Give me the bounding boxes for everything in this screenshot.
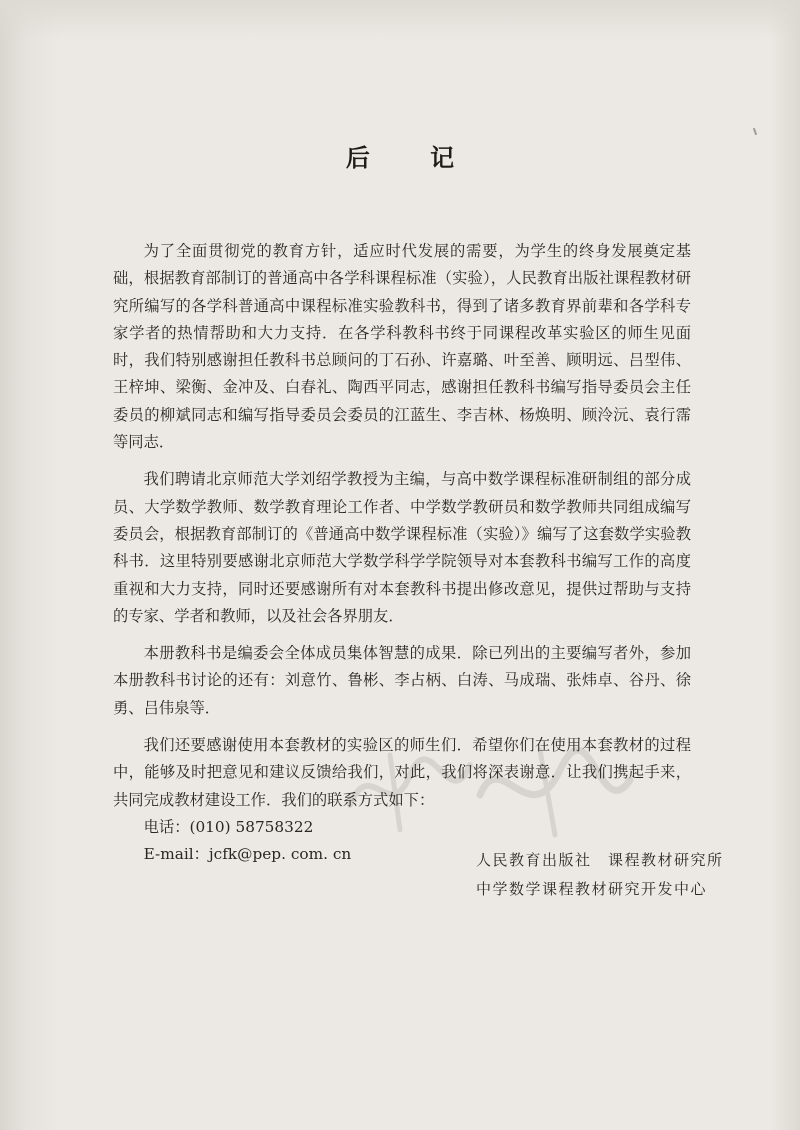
publisher-signature [476,846,724,904]
contact-phone: 电话：(010) 58758322 [143,817,314,836]
page-title: 后 记 [345,143,481,172]
page-edge-shadow-top [0,0,800,40]
paragraph-feedback: 我们还要感谢使用本套教材的实验区的师生们．希望你们在使用本套教材的过程中，能够及时把意见和建议反馈给我们，对此，我们将深表谢意．让我们携起手来，共同完成教材建设工作．我们的联系方式如下： [113,736,691,809]
paragraph-contributors: 本册教科书是编委会全体成员集体智慧的成果．除已列出的主要编写者外，参加本册教科书讨论的还有：刘意竹、鲁彬、李占柄、白涛、马成瑞、张炜卓、谷丹、徐勇、吕伟泉等． [113,644,691,717]
paragraph-acknowledgements: 为了全面贯彻党的教育方针，适应时代发展的需要，为学生的终身发展奠定基础，根据教育部制订的普通高中各学科课程标准（实验），人民教育出版社课程教材研究所编写的各学科普通高中课程标准实验教科书，得到了诸多教育界前辈和各学科专家学者的热情帮助和大力支持．在各学科教科书终于同课程改革实验区的师生见面时，我们特别感谢担任教科书总顾问的丁石孙、许嘉璐、叶至善、顾明远、吕型伟、王梓坤、梁衡、金冲及、白春礼、陶西平同志，感谢担任教科书编写指导委员会主任委员的柳斌同志和编写指导委员会委员的江蓝生、李吉林、杨焕明、顾泠沅、袁行霈等同志． [113,242,691,452]
afterword-body [113,238,691,869]
signature-line-publisher: 人民教育出版社 课程教材研究所 [476,851,724,869]
signature-line-center: 中学数学课程教材研究开发中心 [476,880,708,898]
contact-email: E-mail：jcfk@pep. com. cn [143,845,352,864]
scan-speck [753,128,757,135]
paragraph-editors: 我们聘请北京师范大学刘绍学教授为主编，与高中数学课程标准研制组的部分成员、大学数学教师、数学教育理论工作者、中学数学教研员和数学教师共同组成编写委员会，根据教育部制订的《普通高中数学课程标准（实验）》编写了这套数学实验教科书．这里特别要感谢北京师范大学数学科学学院领导对本套教科书编写工作的高度重视和大力支持，同时还要感谢所有对本套教科书提出修改意见，提供过帮助与支持的专家、学者和教师，以及社会各界朋友． [113,470,691,625]
